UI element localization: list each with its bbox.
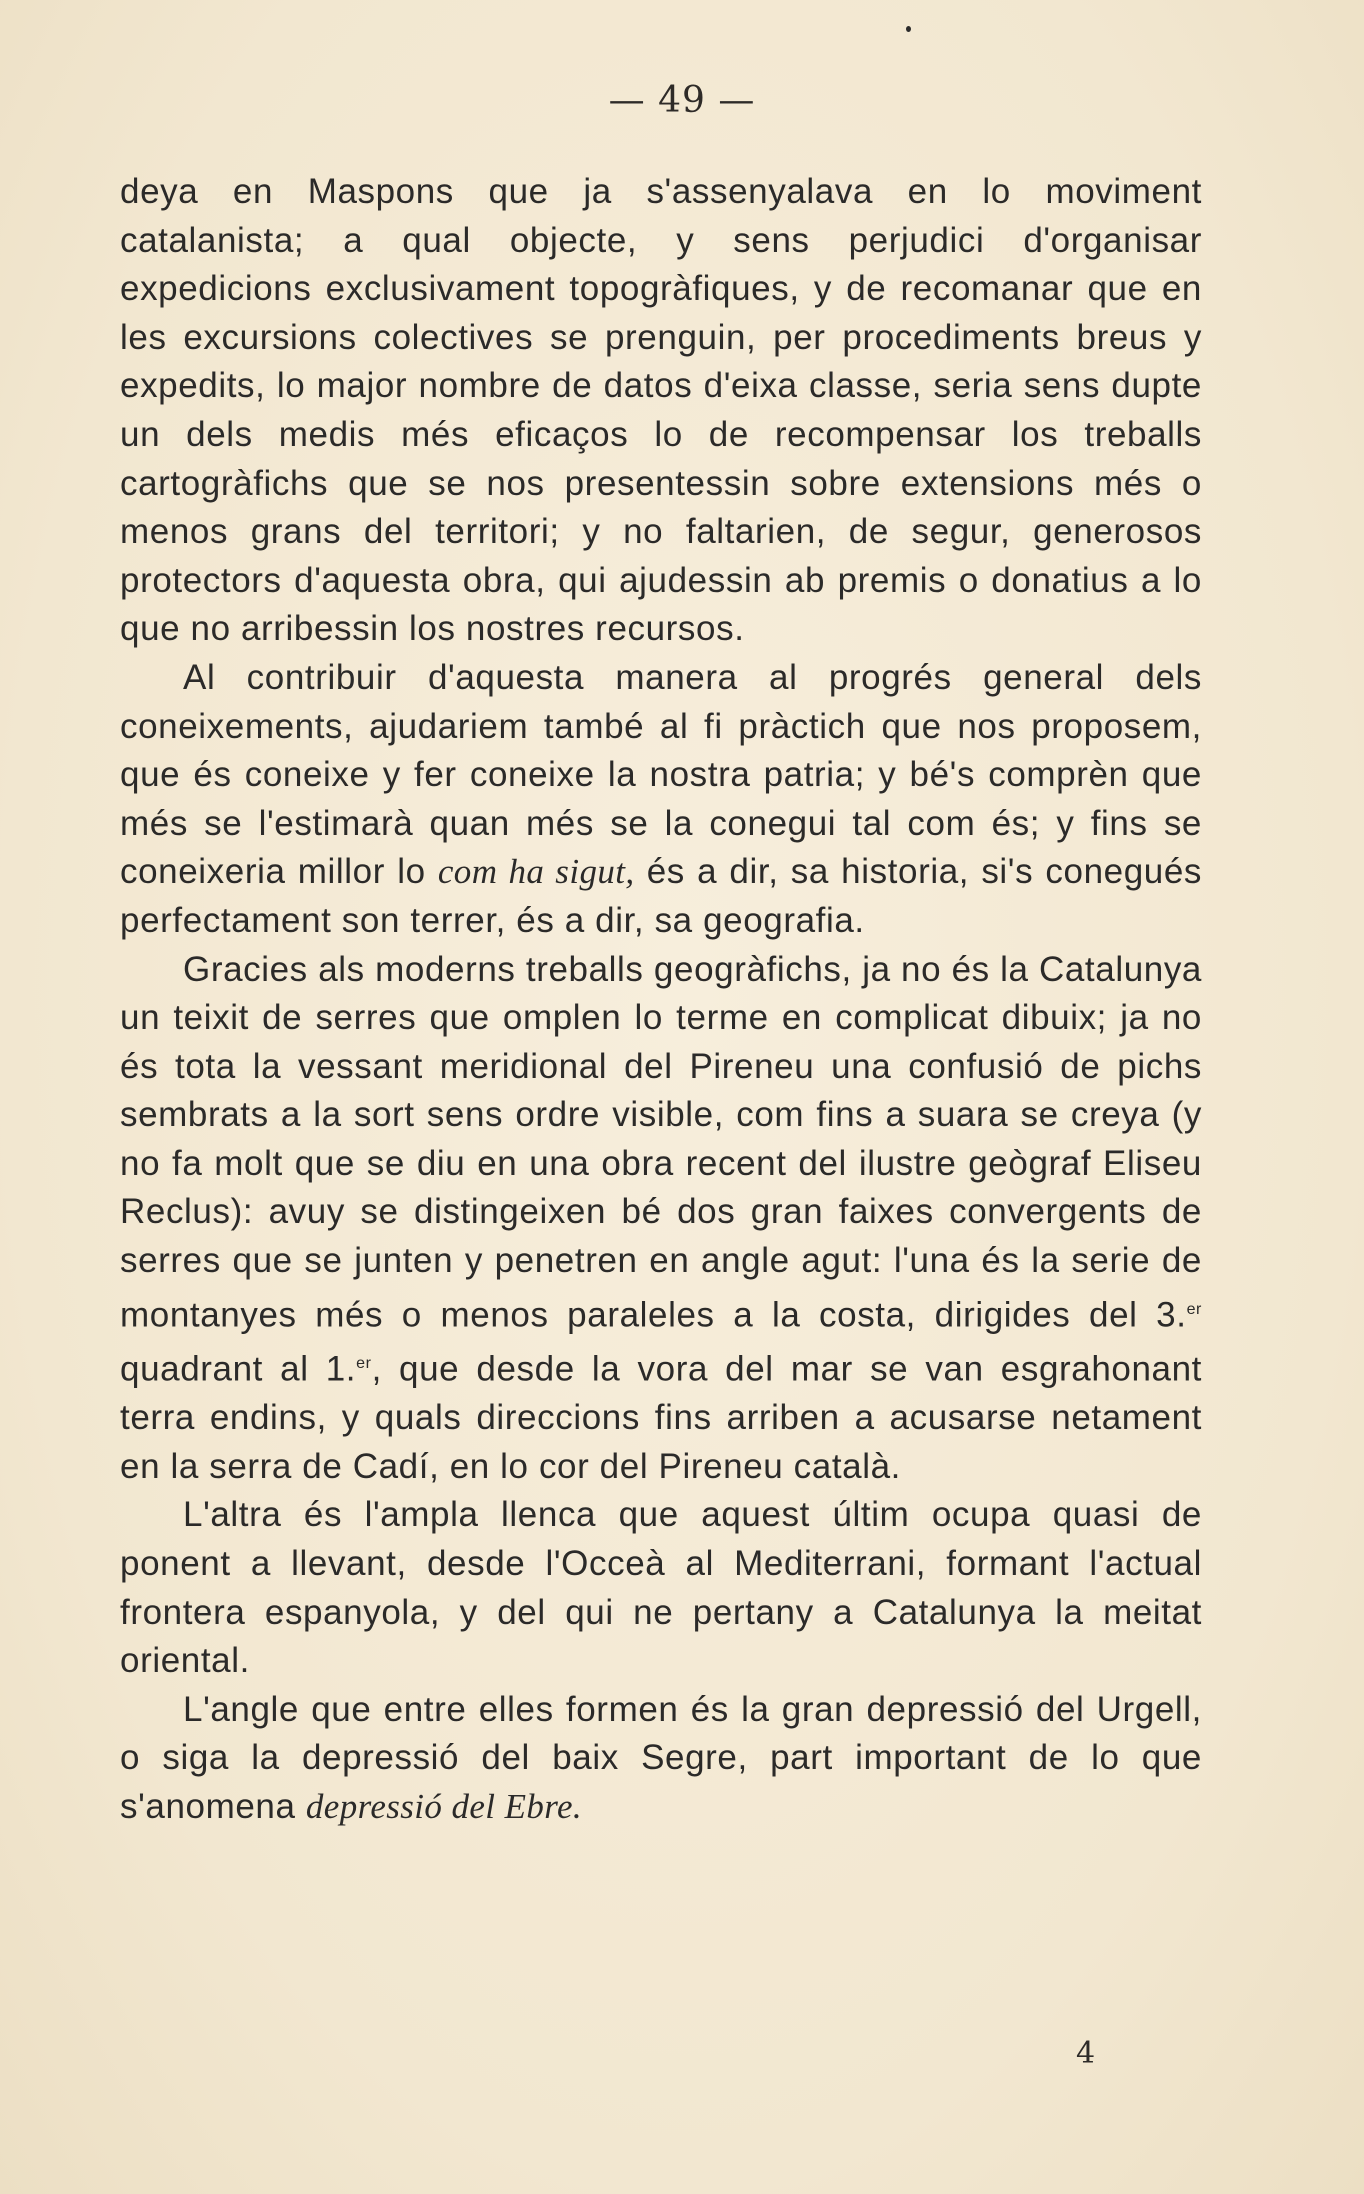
ordinal-superscript-2: er (356, 1354, 372, 1372)
paragraph-1: deya en Maspons que ja s'assenyalava en lo moviment catalanista; a qual objecte, y sens perjudici d'organisar expedicions exclusivament topogràfiques, y de recomanar que en les excursions colectives se prenguin, per procediments breus y expedits, lo major nombre de datos d'eixa classe, seria sens dupte un dels medis més eficaços lo de recompensar los treballs cartogràfichs que se nos presentessin sobre extensions més o menos grans del territori; y no faltarien, de segur, generosos protectors d'aquesta obra, qui ajudessin ab premis o donatius a lo que no arribessin los nostres recursos. (120, 172, 1202, 649)
paragraph-5 (120, 1686, 1202, 1832)
paragraph-3 (120, 946, 1202, 1492)
paragraph-2-text-end: és a dir, sa historia, si's conegués perfectament son terrer, és a dir, sa geografia. (120, 852, 1202, 940)
ink-speck (906, 26, 911, 32)
paragraph-5-text-start: L'angle que entre elles formen és la gran depressió del Urgell, o siga la depressió del baix Segre, part important de lo que s'anomena (120, 1689, 1202, 1826)
paragraph-2 (120, 654, 1202, 946)
paragraph-5-italic: depressió del Ebre. (305, 1786, 583, 1826)
paragraph-2-italic: com ha sigut, (437, 852, 635, 892)
page-number: — 49 — (608, 80, 756, 121)
paragraph-3-text-start: Gracies als moderns treballs geogràfichs, ja no és la Catalunya un teixit de serres que omplen lo terme en complicat dibuix; ja no és tota la vessant meridional del Pireneu una confusió de pichs sembrats a la sort sens ordre visible, com fins a suara se creya (y no fa molt que se diu en una obra recent del ilustre geògraf Eliseu Reclus): avuy se distingeixen bé dos gran faixes convergents de serres que se junten y penetren en angle agut: l'una és la serie de montanyes més o menos paraleles a la costa, dirigides del 3. (120, 949, 1202, 1335)
paragraph-4: L'altra és l'ampla llenca que aquest últim ocupa quasi de ponent a llevant, desde l'Occeà al Mediterrani, formant l'actual frontera espanyola, y del qui ne pertany a Catalunya la meitat oriental. (120, 1495, 1202, 1681)
body-text (120, 168, 1202, 1832)
paragraph-3-text-end: , que desde la vora del mar se van esgrahonant terra endins, y quals direccions fins arriben a acusarse netament en la serra de Cadí, en lo cor del Pireneu català. (120, 1349, 1202, 1486)
ordinal-superscript-1: er (1186, 1300, 1202, 1318)
paragraph-3-text-mid: quadrant al 1. (120, 1349, 357, 1389)
signature-mark: 4 (1076, 2036, 1096, 2071)
paragraph-2-text-start: Al contribuir d'aquesta manera al progrés general dels coneixements, ajudariem també al fi pràctich que nos proposem, que és coneixe y fer coneixe la nostra patria; y bé's comprèn que més se l'estimarà quan més se la conegui tal com és; y fins se coneixeria millor lo (120, 657, 1202, 892)
